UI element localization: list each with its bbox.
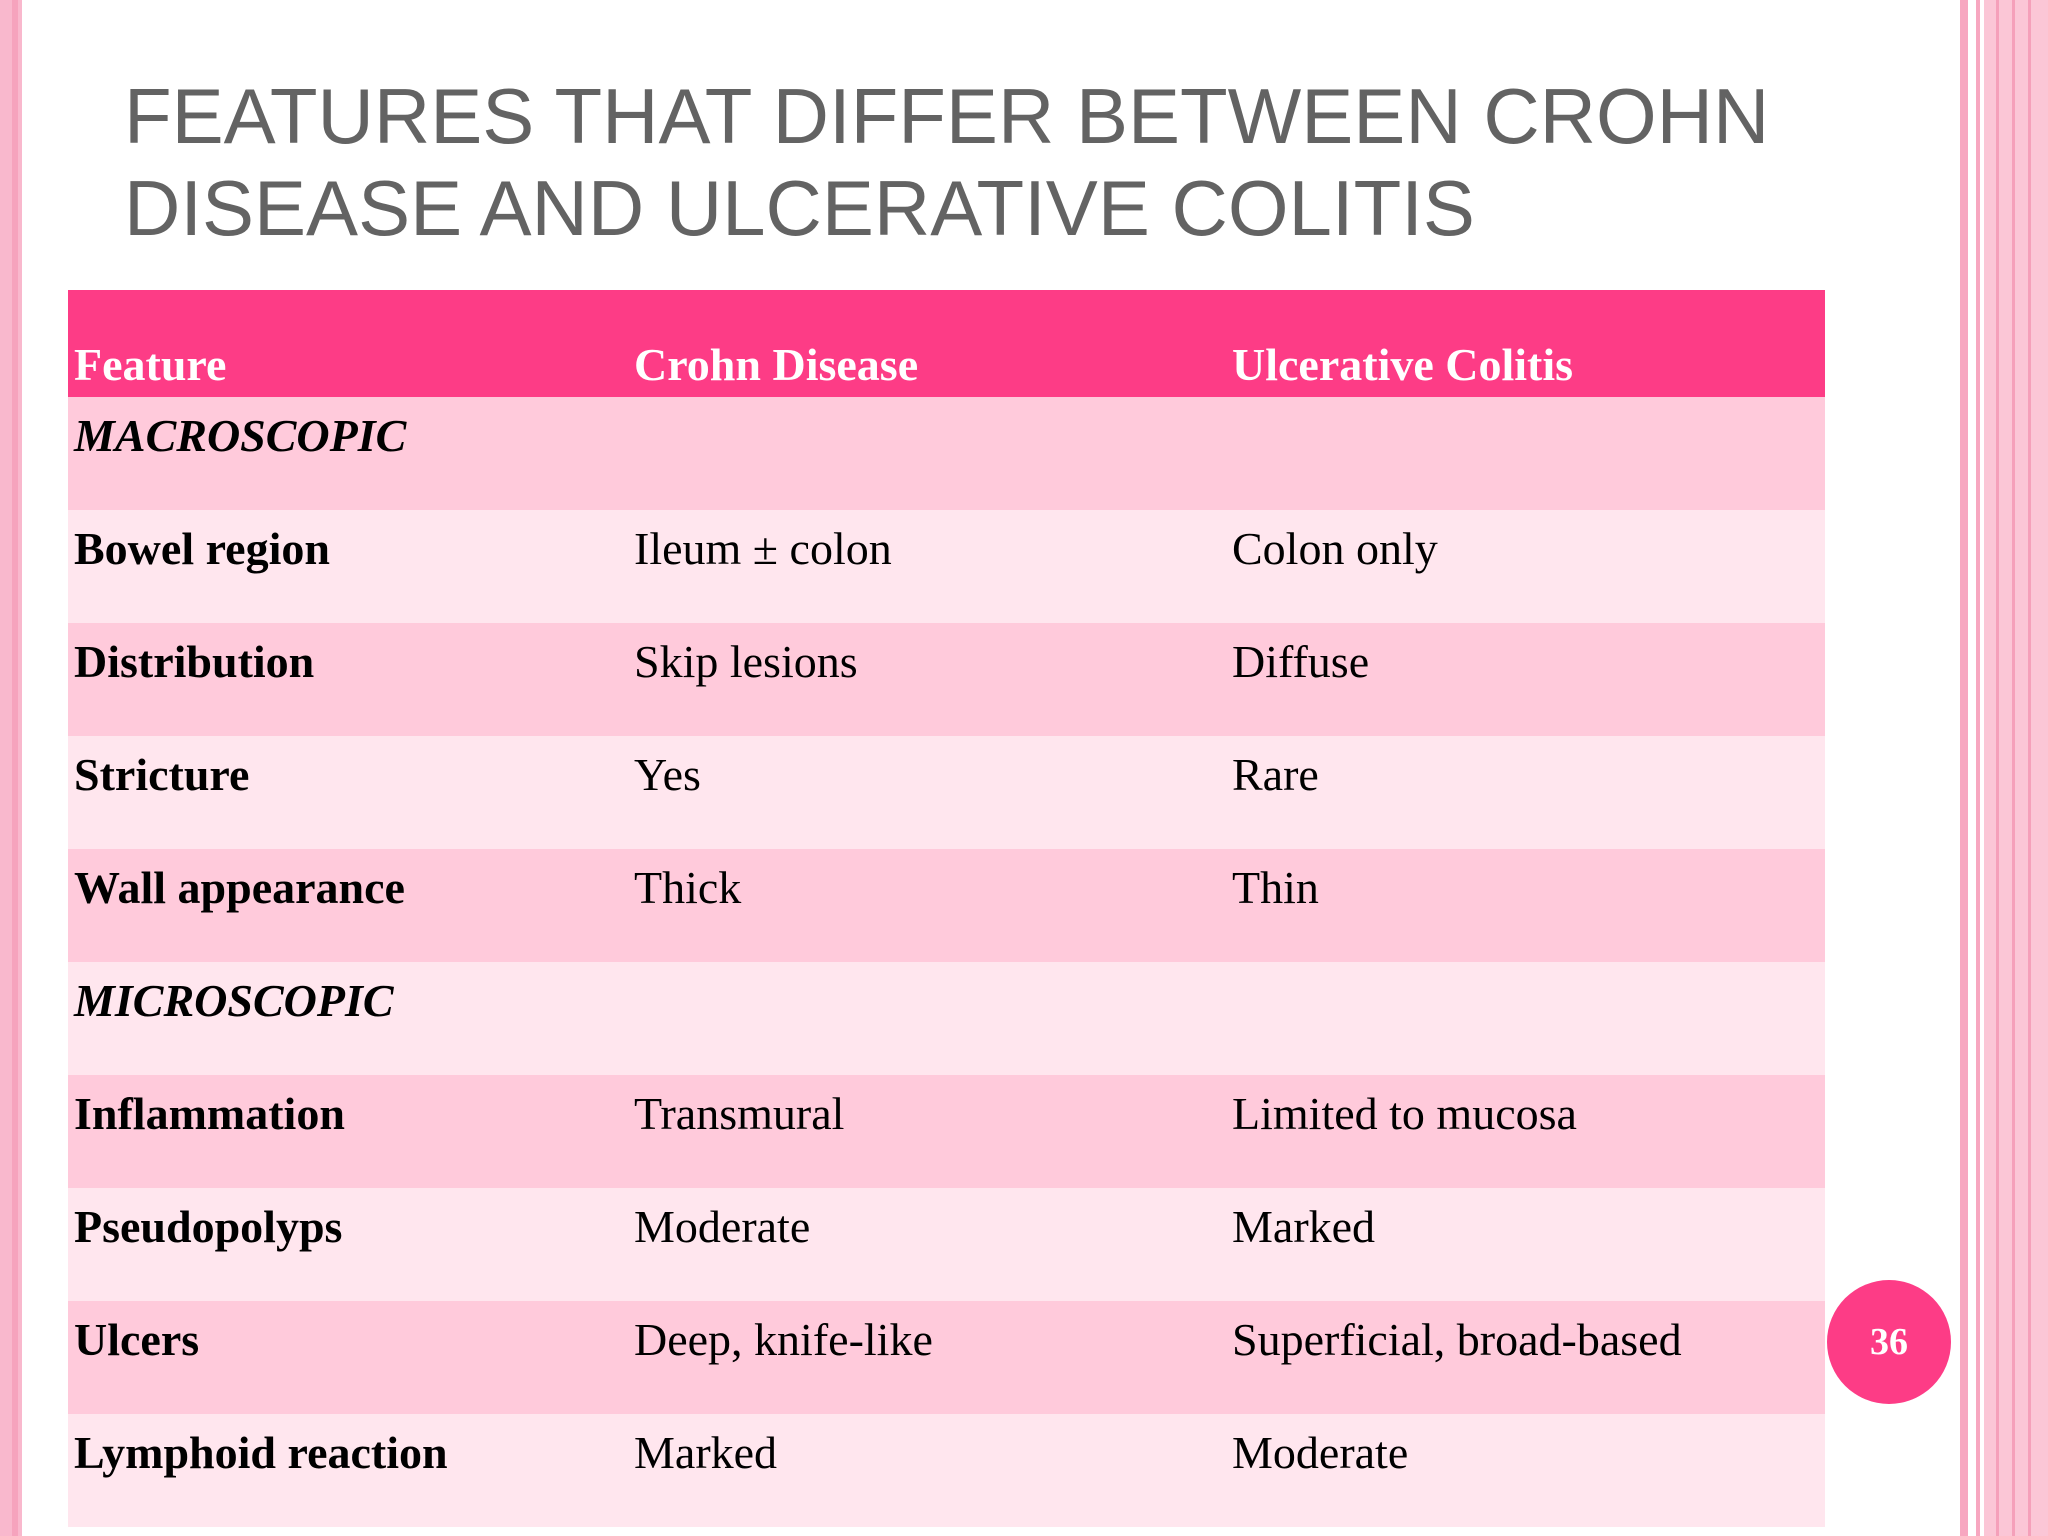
empty-cell [1226,962,1825,1075]
table-row [68,1188,1825,1301]
crohn-cell: Skip lesions [628,623,1226,736]
comparison-table [68,290,1825,1527]
right-border-stripe [1960,0,1968,1536]
uc-cell: Colon only [1226,510,1825,623]
right-border-band [1984,0,2048,1536]
header-ulcerative-colitis: Ulcerative Colitis [1226,290,1825,397]
feature-cell: Bowel region [68,510,628,623]
crohn-cell: Ileum ± colon [628,510,1226,623]
table-row [68,623,1825,736]
feature-cell: Distribution [68,623,628,736]
crohn-cell: Deep, knife-like [628,1301,1226,1414]
slide-title-line-2: DISEASE AND ULCERATIVE COLITIS [124,164,1475,252]
header-feature: Feature [68,290,628,397]
uc-cell: Superficial, broad-based [1226,1301,1825,1414]
table-row [68,1301,1825,1414]
crohn-cell: Moderate [628,1188,1226,1301]
table-row [68,736,1825,849]
uc-cell: Rare [1226,736,1825,849]
feature-cell: Lymphoid reaction [68,1414,628,1527]
empty-cell [628,962,1226,1075]
feature-cell: Inflammation [68,1075,628,1188]
uc-cell: Limited to mucosa [1226,1075,1825,1188]
right-border-stripe [2012,0,2015,1536]
uc-cell: Moderate [1226,1414,1825,1527]
table-row [68,1414,1825,1527]
right-border-stripe [1996,0,1999,1536]
header-crohn-disease: Crohn Disease [628,290,1226,397]
feature-cell: Pseudopolyps [68,1188,628,1301]
uc-cell: Thin [1226,849,1825,962]
uc-cell: Marked [1226,1188,1825,1301]
crohn-cell: Thick [628,849,1226,962]
table-row [68,1075,1825,1188]
empty-cell [1226,397,1825,510]
section-label: MICROSCOPIC [68,962,628,1075]
empty-cell [628,397,1226,510]
right-border-stripe [1976,0,1980,1536]
uc-cell: Diffuse [1226,623,1825,736]
table-header-row [68,290,1825,397]
left-border-decoration [0,0,22,1536]
table-row [68,849,1825,962]
slide-title [124,70,1824,254]
section-row-macroscopic [68,397,1825,510]
crohn-cell: Transmural [628,1075,1226,1188]
feature-cell: Wall appearance [68,849,628,962]
table-row [68,510,1825,623]
crohn-cell: Yes [628,736,1226,849]
page-number-badge: 36 [1827,1280,1951,1404]
slide-title-line-1: FEATURES THAT DIFFER BETWEEN CROHN [124,72,1770,160]
right-border-stripe [2028,0,2031,1536]
crohn-cell: Marked [628,1414,1226,1527]
section-row-microscopic [68,962,1825,1075]
section-label: MACROSCOPIC [68,397,628,510]
feature-cell: Stricture [68,736,628,849]
feature-cell: Ulcers [68,1301,628,1414]
